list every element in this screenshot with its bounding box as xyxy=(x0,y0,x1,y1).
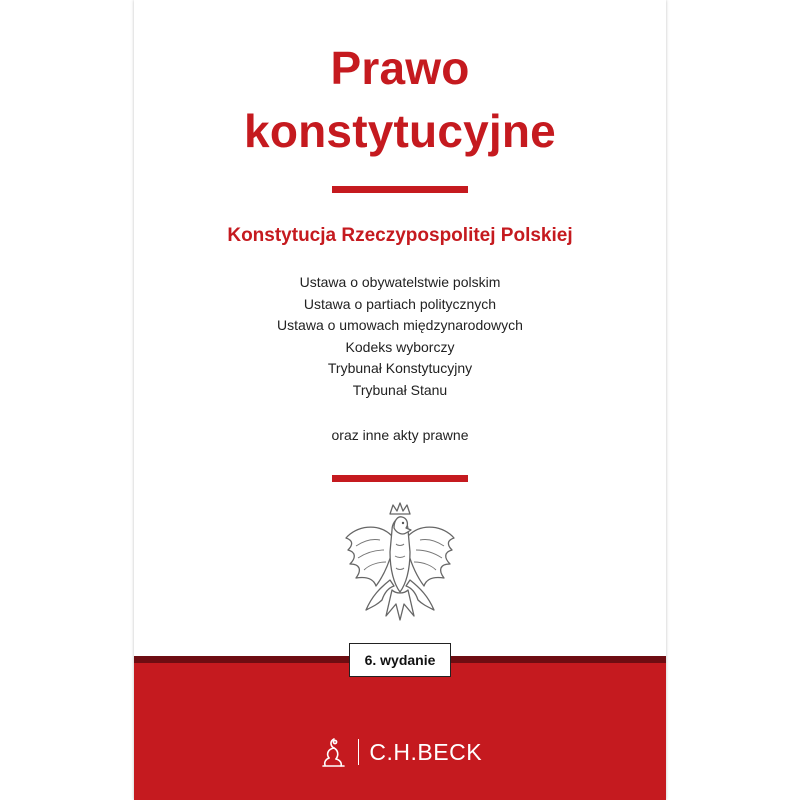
act-item: Kodeks wyborczy xyxy=(345,338,455,355)
publisher-separator xyxy=(358,739,360,765)
acts-list xyxy=(134,272,666,402)
middle-divider xyxy=(332,475,468,482)
act-item: Ustawa o obywatelstwie polskim xyxy=(299,274,501,290)
title-line-2: konstytucyjne xyxy=(244,105,556,157)
publisher-brand xyxy=(134,732,666,772)
ch-beck-logo-icon xyxy=(318,736,348,768)
polish-eagle-emblem-icon xyxy=(340,500,460,630)
subtitle: Konstytucja Rzeczypospolitej Polskiej xyxy=(227,225,573,246)
act-item: Ustawa o umowach międzynarodowych xyxy=(277,317,523,334)
act-item: Ustawa o partiach politycznych xyxy=(303,295,497,312)
other-acts-note: oraz inne akty prawne xyxy=(331,427,469,443)
title-line-1: Prawo xyxy=(330,42,470,94)
book-cover xyxy=(134,0,666,800)
publisher-name: C.H.BECK xyxy=(369,739,483,765)
top-divider xyxy=(332,186,468,193)
edition-badge: 6. wydanie xyxy=(349,643,451,677)
act-item: Trybunał Stanu xyxy=(352,381,448,398)
act-item: Trybunał Konstytucyjny xyxy=(327,360,473,377)
